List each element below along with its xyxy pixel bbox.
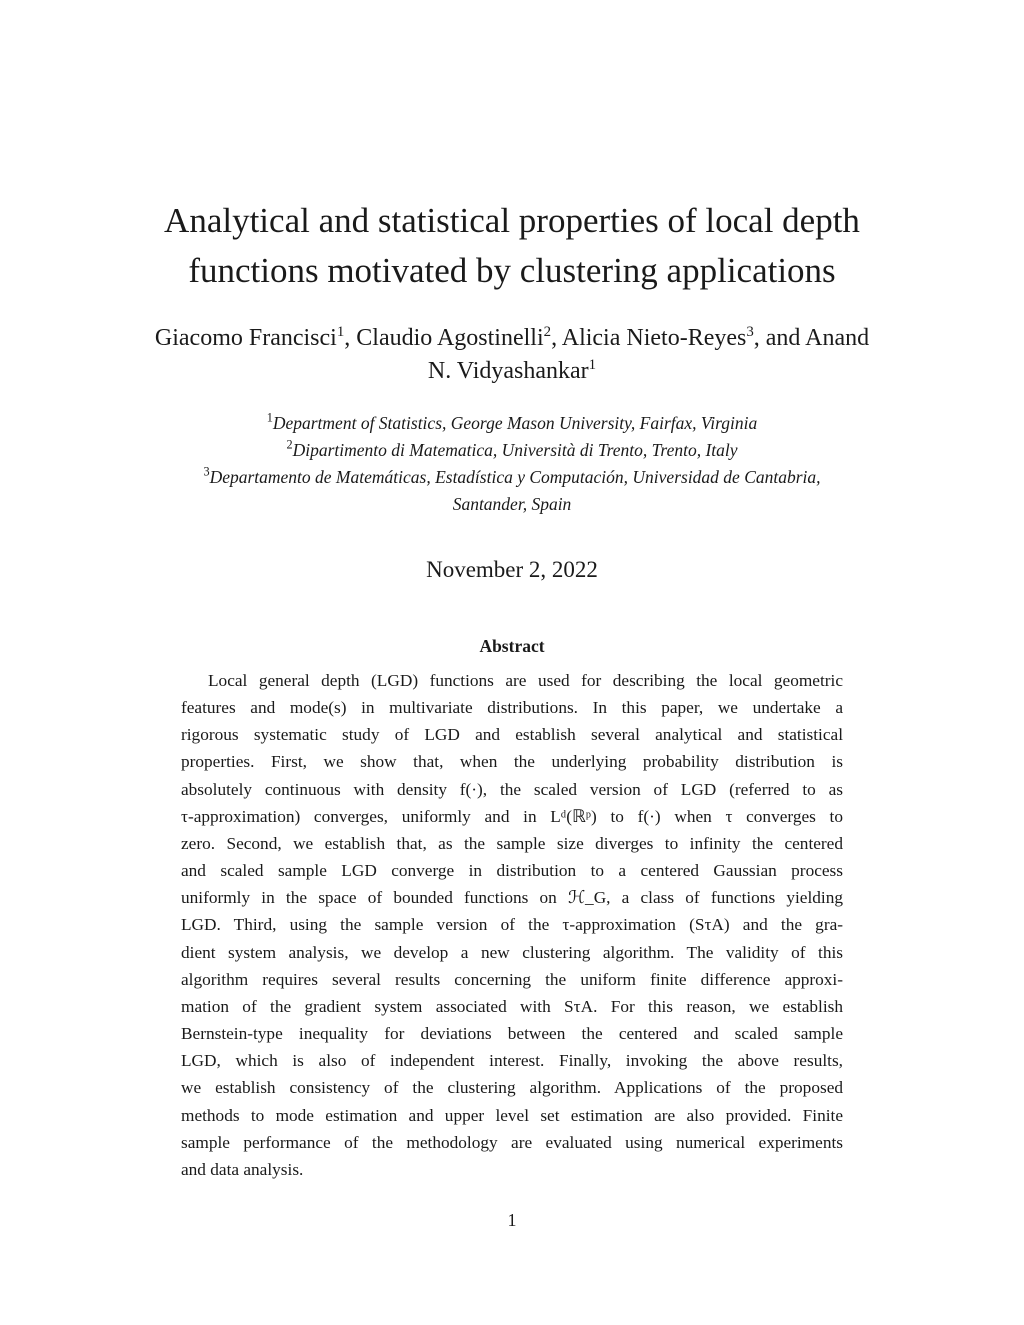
abstract-heading: Abstract [479, 636, 545, 656]
title-line: Analytical and statistical properties of local depth [164, 201, 860, 240]
abstract-line: methods to mode estimation and upper level set estimation are also provided. Finite [181, 1105, 843, 1125]
affiliation-mark: 2 [286, 437, 293, 452]
abstract-line: Bernstein-type inequality for deviations between the centered and scaled sample [181, 1024, 843, 1044]
abstract-line: and scaled sample LGD converge in distribution to a centered Gaussian process [181, 861, 843, 881]
abstract-line: LGD. Third, using the sample version of the τ-approximation (SτA) and the gra- [181, 915, 843, 935]
affiliation-list [100, 410, 924, 518]
author-affiliation-mark: 1 [336, 324, 345, 341]
abstract-line: mation of the gradient system associated with SτA. For this reason, we establish [181, 996, 843, 1016]
abstract-body [181, 667, 843, 1183]
paper-title [100, 196, 924, 296]
author-name: N. Vidyashankar [427, 358, 589, 384]
author-affiliation-mark: 3 [746, 324, 754, 341]
affiliation: $^3$Departamento de Matemáticas, Estadística y Computación, Universidad de Cantabria, [203, 464, 821, 487]
author-name: , Claudio Agostinelli [344, 325, 544, 351]
author-affiliation-mark: 2 [543, 324, 552, 341]
page-number: 1 [507, 1210, 517, 1230]
abstract-line: rigorous systematic study of LGD and establish several analytical and statistical [181, 725, 843, 745]
abstract-line: τ-approximation) converges, uniformly and in Lᵈ(ℝᵖ) to f(·) when τ converges to [181, 806, 843, 826]
title-line: functions motivated by clustering applications [188, 251, 836, 290]
abstract-line: dient system analysis, we develop a new clustering algorithm. The validity of this [181, 942, 843, 962]
abstract-line: sample performance of the methodology are evaluated using numerical experiments [181, 1132, 843, 1152]
abstract-line: features and mode(s) in multivariate distributions. In this paper, we undertake a [181, 698, 843, 718]
author-name: , Alicia Nieto-Reyes [551, 325, 747, 351]
affiliation: $^1$Department of Statistics, George Mason University, Fairfax, Virginia [266, 410, 758, 433]
author-name: Giacomo Francisci [154, 325, 337, 351]
affiliation-mark: 3 [203, 464, 210, 479]
author-list [100, 322, 924, 388]
author-affiliation-mark: 1 [588, 357, 597, 374]
author-name: , and Anand [753, 325, 870, 351]
abstract-line: absolutely continuous with density f(·), the scaled version of LGD (referred to as [181, 779, 843, 799]
abstract-line: uniformly in the space of bounded functions on ℋ_G, a class of functions yielding [181, 888, 843, 908]
abstract-line: and data analysis. [181, 1159, 304, 1179]
affiliation: Santander, Spain [452, 494, 572, 514]
abstract-line: algorithm requires several results concerning the uniform finite difference approxi- [181, 969, 843, 989]
affiliation-mark: 1 [266, 410, 273, 425]
publication-date: November 2, 2022 [426, 557, 598, 582]
affiliation: $^2$Dipartimento di Matematica, Università di Trento, Trento, Italy [286, 437, 738, 460]
abstract-line: we establish consistency of the clustering algorithm. Applications of the proposed [181, 1078, 843, 1098]
author-line [100, 355, 924, 388]
abstract-line: zero. Second, we establish that, as the sample size diverges to infinity the centered [181, 833, 843, 853]
abstract-line: Local general depth (LGD) functions are used for describing the local geometric [208, 671, 843, 690]
abstract-line: properties. First, we show that, when the underlying probability distribution is [181, 752, 843, 772]
author-line [100, 322, 924, 355]
abstract-line: LGD, which is also of independent interest. Finally, invoking the above results, [181, 1051, 843, 1071]
